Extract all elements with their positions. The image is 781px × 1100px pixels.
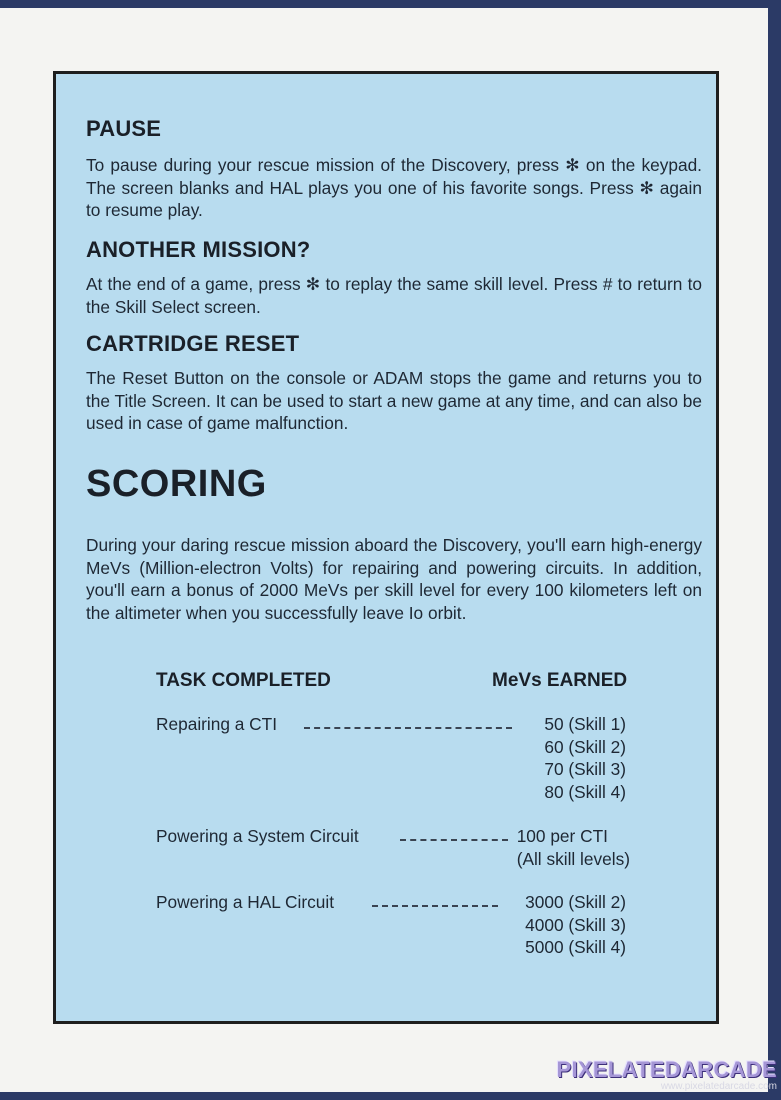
dotted-leader <box>304 727 512 729</box>
task-name: Powering a HAL Circuit <box>156 892 335 912</box>
table-row <box>156 892 636 972</box>
table-row <box>156 714 636 814</box>
another-mission-heading: ANOTHER MISSION? <box>86 237 311 262</box>
mevs-value <box>525 891 626 959</box>
dotted-leader <box>372 905 498 907</box>
scoring-heading: SCORING <box>86 463 267 505</box>
mevs-line: (All skill levels) <box>516 848 630 869</box>
site-watermark <box>557 1057 777 1092</box>
task-name: Powering a System Circuit <box>156 826 359 846</box>
watermark-logo: PIXELATEDARCADE <box>556 1057 777 1082</box>
mevs-line: 70 (Skill 3) <box>544 759 626 779</box>
task-completed-header: TASK COMPLETED <box>156 670 331 691</box>
manual-page <box>0 8 768 1092</box>
cartridge-reset-heading: CARTRIDGE RESET <box>86 331 300 356</box>
mevs-line: 50 (Skill 1) <box>544 714 626 734</box>
mevs-line: 3000 (Skill 2) <box>525 892 626 912</box>
mevs-line: 4000 (Skill 3) <box>525 914 626 935</box>
another-mission-text: At the end of a game, press ✻ to replay the same skill level. Press # to return to the Skill Select screen. <box>86 274 702 317</box>
pause-text: To pause during your rescue mission of the Discovery, press ✻ on the keypad. The screen blanks and HAL plays you one of his favorite songs. Press ✻ again to resume play. <box>86 155 702 220</box>
mevs-line: 100 per CTI <box>516 826 608 846</box>
table-row <box>156 826 636 876</box>
scoring-text: During your daring rescue mission aboard the Discovery, you'll earn high-energy MeVs (Million-electron Volts) for repairing and powering circuits. In addition, you'll earn a bonus of 2000 MeVs per skill level for every 100 kilometers left on the altimeter when you successfully leave Io orbit. <box>86 535 702 623</box>
instructions-panel <box>53 71 719 1024</box>
mevs-line: 5000 (Skill 4) <box>525 937 626 957</box>
mevs-line: 60 (Skill 2) <box>544 736 626 757</box>
task-name: Repairing a CTI <box>156 714 278 734</box>
mevs-value <box>517 825 630 870</box>
watermark-url: www.pixelatedarcade.com <box>660 1081 777 1092</box>
pause-heading: PAUSE <box>86 116 162 141</box>
mevs-value <box>544 713 626 803</box>
mevs-earned-header: MeVs EARNED <box>492 670 628 691</box>
cartridge-reset-text: The Reset Button on the console or ADAM stops the game and returns you to the Title Screen. It can be used to start a new game at any time, and can also be used in case of game malfunction. <box>86 368 702 433</box>
mevs-line: 80 (Skill 4) <box>544 781 626 802</box>
dotted-leader <box>400 839 508 841</box>
